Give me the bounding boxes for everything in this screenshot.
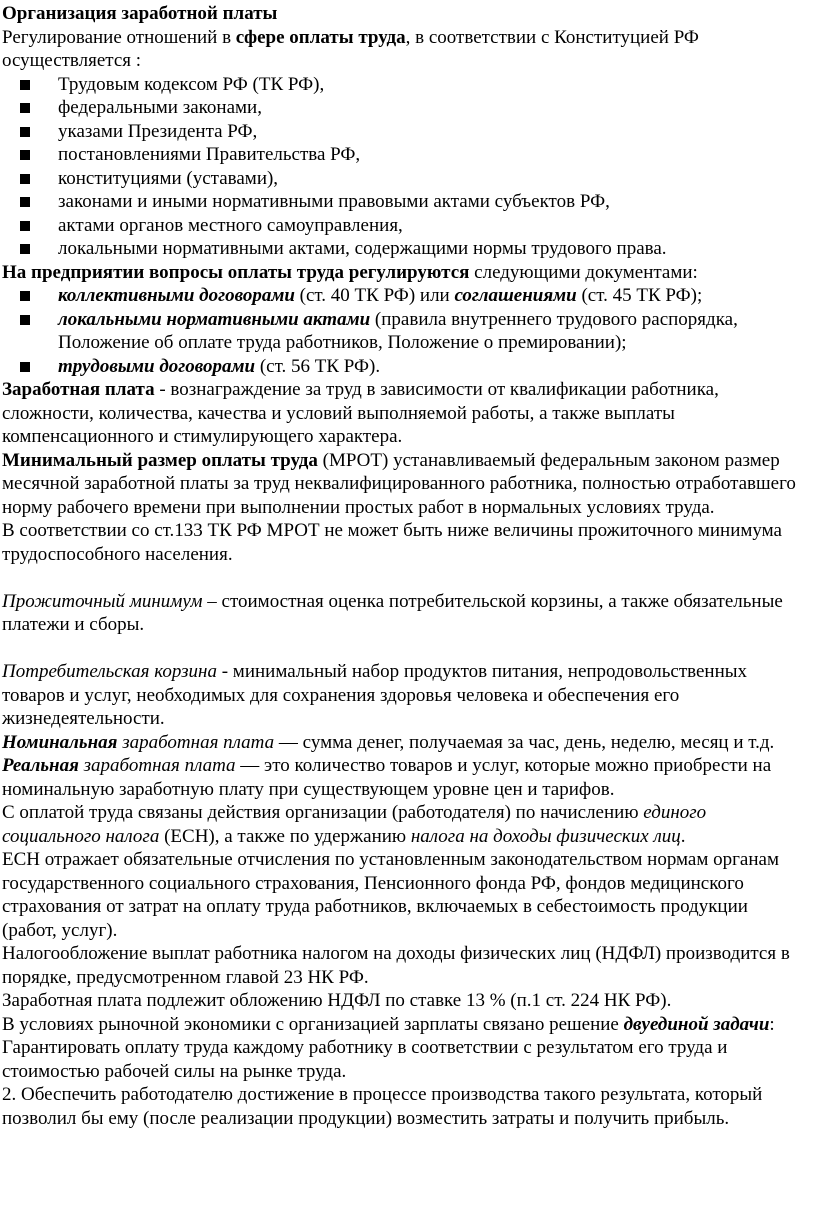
spacer bbox=[2, 637, 806, 661]
dual-task-paragraph: В условиях рыночной экономики с организацией зарплаты связано решение двуединой задачи: bbox=[2, 1013, 775, 1035]
real-definition: Реальная заработная плата — это количество товаров и услуг, которые можно приобрести на номинальную заработную плату при существующем уровне цен и тарифов. bbox=[2, 755, 772, 800]
square-bullet-icon bbox=[20, 221, 30, 231]
list-item: Трудовым кодексом РФ (ТК РФ), bbox=[58, 73, 806, 97]
square-bullet-icon bbox=[20, 197, 30, 207]
subsistence-definition: Прожиточный минимум – стоимостная оценка потребительской корзины, а также обязательные платежи и сборы. bbox=[2, 590, 783, 635]
enterprise-list bbox=[2, 284, 806, 378]
basket-definition: Потребительская корзина - минимальный набор продуктов питания, непродовольственных товаров и услуг, необходимых для сохранения здоровья человека и обеспечения его жизнедеятельности. bbox=[2, 661, 748, 729]
list-item: законами и иными нормативными правовыми актами субъектов РФ, bbox=[58, 190, 806, 214]
square-bullet-icon bbox=[20, 80, 30, 90]
square-bullet-icon bbox=[20, 291, 30, 301]
intro-pre: Регулирование отношений в bbox=[2, 26, 236, 48]
doc-title: Организация заработной платы bbox=[2, 3, 278, 24]
rate-paragraph: Заработная плата подлежит обложению НДФЛ по ставке 13 % (п.1 ст. 224 НК РФ). bbox=[2, 990, 672, 1011]
mrot-rule: В соответствии со ст.133 ТК РФ МРОТ не может быть ниже величины прожиточного минимума трудоспособного населения. bbox=[2, 520, 782, 565]
square-bullet-icon bbox=[20, 103, 30, 113]
intro-paragraph bbox=[2, 26, 806, 73]
square-bullet-icon bbox=[20, 150, 30, 160]
list-item: локальными нормативными актами (правила внутреннего трудового распорядка, Положение об оплате труда работников, Положение о премировании); bbox=[58, 308, 806, 355]
list-item: актами органов местного самоуправления, bbox=[58, 214, 806, 238]
regulation-list bbox=[2, 73, 806, 261]
esn-paragraph: ЕСН отражает обязательные отчисления по установленным законодательством нормам органам государственного социального страхования, Пенсионного фонда РФ, фондов медицинского страхования от затрат на оплату труда работников, включаемых в себестоимость продукции (работ, услуг). bbox=[2, 849, 779, 941]
square-bullet-icon bbox=[20, 174, 30, 184]
taxes-paragraph: С оплатой труда связаны действия организации (работодателя) по начислению единого социального налога (ЕСН), а также по удержанию налога на доходы физических лиц. bbox=[2, 802, 707, 847]
enterprise-paragraph bbox=[2, 261, 806, 285]
list-item: трудовыми договорами (ст. 56 ТК РФ). bbox=[58, 355, 806, 379]
list-item: постановлениями Правительства РФ, bbox=[58, 143, 806, 167]
square-bullet-icon bbox=[20, 127, 30, 137]
list-item: локальными нормативными актами, содержащими нормы трудового права. bbox=[58, 237, 806, 261]
task-2: 2. Обеспечить работодателю достижение в процессе производства такого результата, который позволил бы ему (после реализации продукции) возместить затраты и получить прибыль. bbox=[2, 1084, 763, 1129]
list-item: конституциями (уставами), bbox=[58, 167, 806, 191]
enterprise-bold: На предприятии вопросы оплаты труда регулируются bbox=[2, 261, 470, 283]
ndfl-paragraph: Налогообложение выплат работника налогом на доходы физических лиц (НДФЛ) производится в порядке, предусмотренном главой 23 НК РФ. bbox=[2, 943, 790, 988]
task-1: Гарантировать оплату труда каждому работнику в соответствии с результатом его труда и стоимостью рабочей силы на рынке труда. bbox=[2, 1037, 728, 1082]
salary-definition: Заработная плата - вознаграждение за труд в зависимости от квалификации работника, сложности, количества, качества и условий выполняемой работы, а также выплаты компенсационного и стимулирующего характера. bbox=[2, 379, 719, 447]
enterprise-rest: следующими документами: bbox=[469, 261, 698, 283]
square-bullet-icon bbox=[20, 315, 30, 325]
spacer bbox=[2, 566, 806, 590]
list-item: федеральными законами, bbox=[58, 96, 806, 120]
nominal-definition: Номинальная заработная плата — сумма денег, получаемая за час, день, неделю, месяц и т.д. bbox=[2, 731, 775, 753]
square-bullet-icon bbox=[20, 362, 30, 372]
intro-bold: сфере оплаты труда bbox=[235, 26, 406, 48]
list-item: коллективными договорами (ст. 40 ТК РФ) или соглашениями (ст. 45 ТК РФ); bbox=[58, 284, 806, 308]
mrot-definition: Минимальный размер оплаты труда (МРОТ) устанавливаемый федеральным законом размер месячной заработной платы за труд неквалифицированного работника, полностью отработавшего норму рабочего времени при выполнении простых работ в нормальных условиях труда. bbox=[2, 449, 796, 518]
square-bullet-icon bbox=[20, 244, 30, 254]
intro-post: , в соответствии с Конституцией РФ осуществляется : bbox=[2, 26, 699, 71]
list-item: указами Президента РФ, bbox=[58, 120, 806, 144]
